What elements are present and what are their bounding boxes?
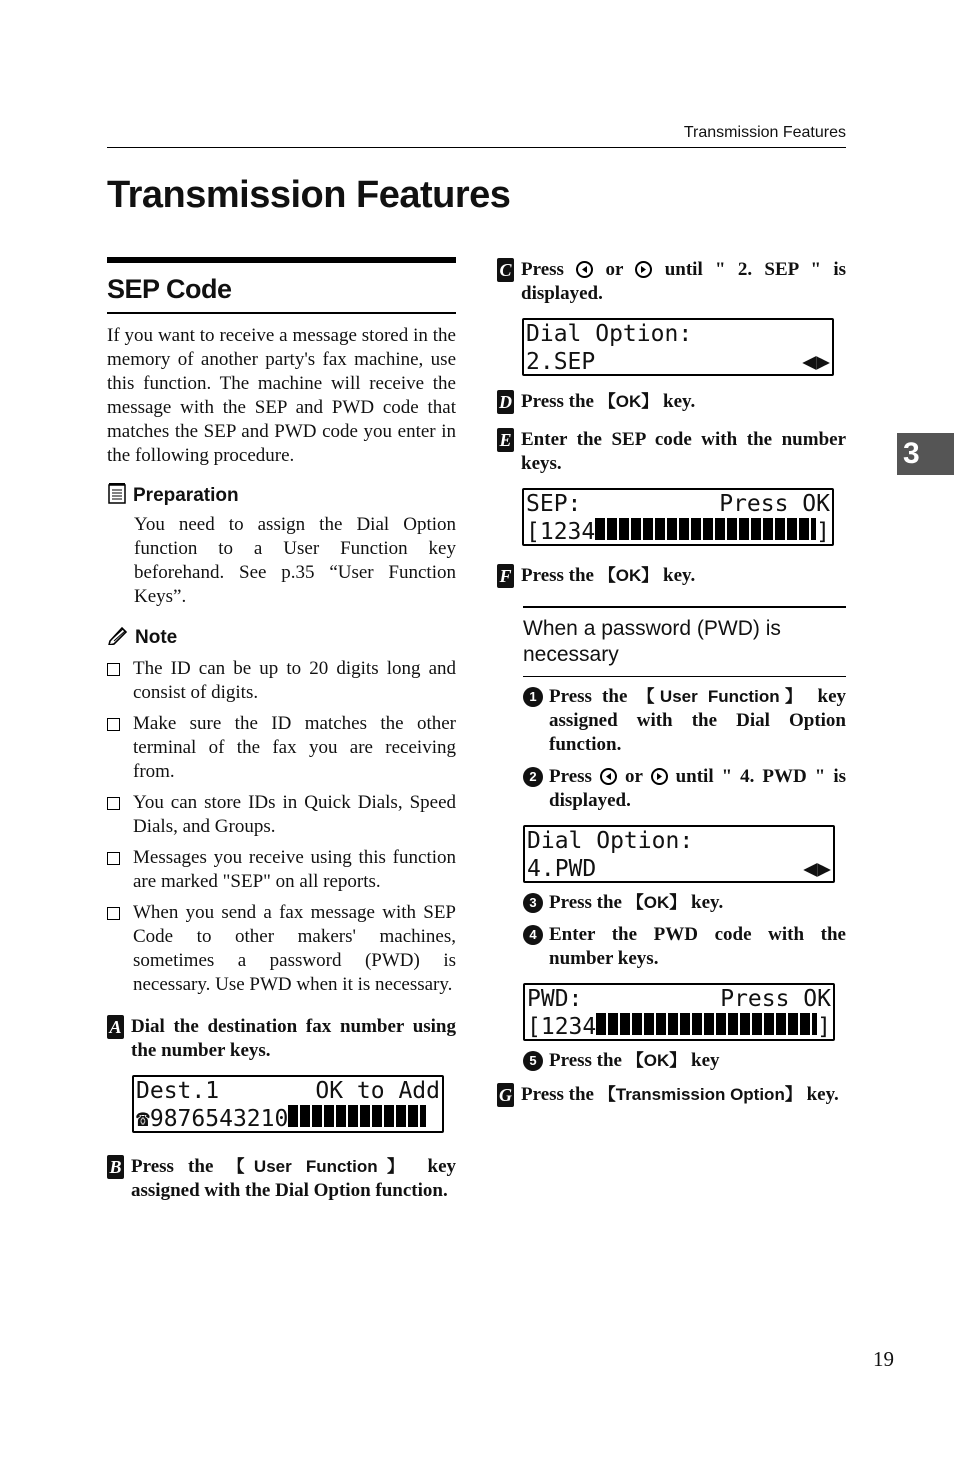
left-arrow-icon (576, 261, 593, 278)
section-rule-bottom (107, 312, 456, 314)
substep-5 (523, 1049, 846, 1073)
step-text: Press the 【User Function】 key assigned with the Dial Option function. (131, 1156, 457, 1201)
subsection-rule-bottom (523, 676, 846, 677)
step-2 (107, 1155, 456, 1203)
section-heading: SEP Code (107, 274, 232, 304)
lcd-dest-display: Dest.1 OK to Add ☎ 9876543210 (132, 1075, 444, 1133)
left-right-arrow-icon: ◀▶ (803, 856, 831, 882)
step-text: Press or until " 4. PWD " is displayed. (549, 766, 847, 811)
substep-number-icon: 2 (523, 767, 543, 787)
note-item: When you send a fax message with SEP Code to other makers' machines, sometimes a password (PWD) is necessary. Use PWD when it is necessary. (107, 901, 456, 997)
step-5 (497, 428, 846, 476)
note-header (107, 625, 456, 650)
step-number-icon: E (497, 428, 514, 452)
step-text: Press the 【OK】 key (549, 1050, 720, 1071)
step-text: Press or until " 2. SEP " is displayed. (521, 259, 847, 304)
lcd-fill-bar (288, 1105, 426, 1127)
note-item: Messages you receive using this function are marked "SEP" on all reports. (107, 846, 456, 894)
step-text: Press the 【Transmission Option】 key. (521, 1084, 839, 1105)
step-text: Dial the destination fax number using the number keys. (131, 1016, 456, 1061)
checkbox-icon (107, 718, 120, 731)
lcd-fill-bar (596, 1013, 817, 1035)
page-title: Transmission Features (107, 174, 511, 216)
right-arrow-icon (635, 261, 652, 278)
checkbox-icon (107, 852, 120, 865)
step-text: Press the 【OK】 key. (521, 565, 696, 586)
substep-4 (523, 923, 846, 971)
pencil-icon (107, 625, 129, 650)
running-head: Transmission Features (683, 124, 846, 141)
checkbox-icon (107, 663, 120, 676)
right-column (497, 258, 846, 1107)
substep-number-icon: 4 (523, 925, 543, 945)
step-text: Press the 【OK】 key. (521, 391, 696, 412)
phone-icon: ☎ (136, 1106, 150, 1132)
step-6 (497, 564, 846, 588)
substep-2 (523, 765, 846, 813)
step-number-icon: G (499, 1085, 512, 1105)
step-text: Press the 【OK】 key. (549, 892, 724, 913)
page-number: 19 (873, 1347, 894, 1371)
step-1 (107, 1015, 456, 1063)
substep-3 (523, 891, 846, 915)
ok-key: 【OK】 (626, 893, 687, 912)
note-list (107, 657, 456, 997)
ok-key: 【OK】 (626, 1051, 687, 1070)
lcd-sep-code-display: SEP: Press OK [1234 ] (522, 488, 834, 546)
preparation-text: You need to assign the Dial Option function to a User Function key beforehand. See p.35 “User Function Keys”. (134, 514, 456, 607)
left-arrow-icon (600, 768, 617, 785)
pwd-substeps (523, 685, 846, 1073)
substep-1 (523, 685, 846, 757)
chapter-tab: 3 (897, 433, 954, 475)
checkbox-icon (107, 907, 120, 920)
step-7 (497, 1083, 846, 1107)
ok-key: 【OK】 (598, 566, 659, 585)
lcd-sep-option-display: Dial Option: 2.SEP ◀▶ (522, 318, 834, 376)
step-number-icon: F (497, 564, 514, 588)
step-number-icon: D (499, 392, 512, 412)
user-function-key: 【User Function】 (637, 687, 808, 706)
substep-number-icon: 1 (523, 687, 543, 707)
left-right-arrow-icon: ◀▶ (802, 349, 830, 375)
left-column (107, 257, 456, 1203)
lcd-fill-bar (595, 518, 816, 540)
note-item: The ID can be up to 20 digits long and consist of digits. (107, 657, 456, 705)
lcd-pwd-option-display: Dial Option: 4.PWD ◀▶ (523, 825, 835, 883)
step-3 (497, 258, 846, 306)
ok-key: 【OK】 (598, 392, 659, 411)
subsection-title: When a password (PWD) is necessary (523, 617, 781, 666)
step-number-icon: B (107, 1155, 124, 1179)
header-rule (107, 147, 846, 148)
substep-number-icon: 3 (523, 893, 543, 913)
step-text: Press the 【User Function】 key assigned with the Dial Option function. (549, 686, 847, 755)
preparation-header (107, 482, 456, 509)
transmission-option-key: 【Transmission Option】 (598, 1085, 802, 1104)
step-number-icon: C (497, 258, 514, 282)
lcd-pwd-code-display: PWD: Press OK [1234 ] (523, 983, 835, 1041)
checkbox-icon (107, 797, 120, 810)
intro-paragraph: If you want to receive a message stored in the memory of another party's fax machine, use this function. The machine will receive the message with the SEP and PWD code that matches the SEP and PWD code you enter in the following procedure. (107, 325, 456, 466)
note-label: Note (135, 626, 178, 648)
step-text: Enter the SEP code with the number keys. (521, 429, 846, 474)
user-function-key: 【User Function】 (227, 1157, 414, 1176)
right-arrow-icon (651, 768, 668, 785)
step-text: Enter the PWD code with the number keys. (549, 924, 846, 969)
note-item: You can store IDs in Quick Dials, Speed Dials, and Groups. (107, 791, 456, 839)
note-item: Make sure the ID matches the other terminal of the fax you are receiving from. (107, 712, 456, 784)
notepad-icon (107, 482, 127, 509)
substep-number-icon: 5 (523, 1051, 543, 1071)
step-number-icon: A (107, 1015, 124, 1039)
step-4 (497, 390, 846, 414)
preparation-label: Preparation (133, 484, 239, 506)
